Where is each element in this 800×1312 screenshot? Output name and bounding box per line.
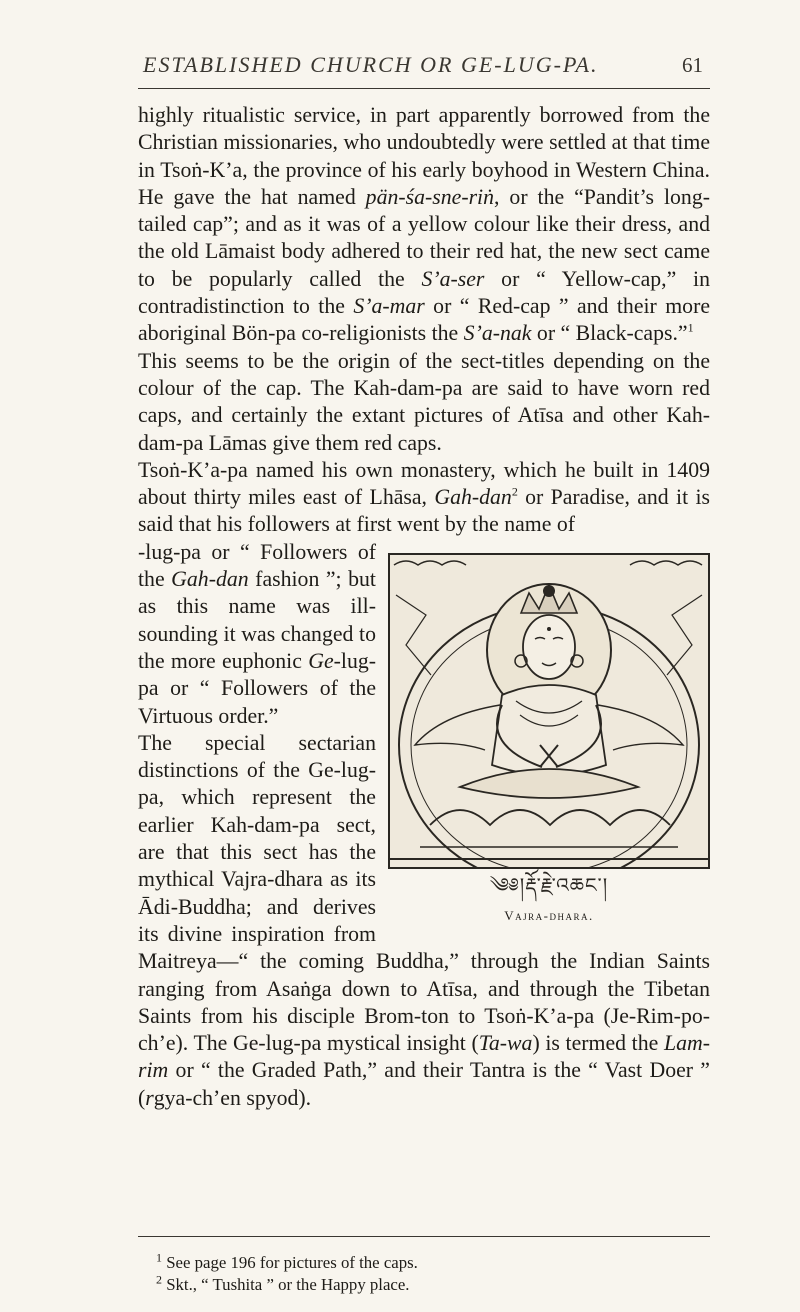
figure-caption: Vajra-dhara. [504, 908, 594, 924]
paragraph-2: This seems to be the origin of the sect-titles depending on the colour of the cap. The Kah-dam-pa are said to have worn red caps, and certainly the extant pictures of Atīsa and other Kah-dam-pa Lāmas give them red caps. [138, 348, 710, 455]
running-header [143, 52, 703, 78]
footnotes [156, 1252, 706, 1296]
main-text: highly ritualistic service, in part apparently borrowed from the Christian missionaries, who undoubtedly were settled at that time in Tsoṅ-K’a, the province of his early boyhood in Western China. He gave the hat named pän-śa-sne-riṅ, or the “Pandit’s long-tailed cap”; and as it was of a yellow colour like their dress, and the old Lāmaist body adhered to their red hat, the new sect came to be popularly called the S’a-ser or “ Yellow-cap,” in contradistinction to the S’a-mar or “ Red-cap ” and their more aboriginal Bön-pa co-religionists the S’a-nak or “ Black-caps.”$^1$ This seems to be the origin of the sect-titles depending on the colour of the cap. The Kah-dam-pa are said to have worn red caps, and certainly the extant pictures of Atīsa and other Kah-dam-pa Lāmas give them red caps. Tsoṅ-K’a-pa named his own monastery, which he built in 1409 about thirty miles east of Lhāsa, Gah-dan$^2$ or Paradise, and it is said that his followers at first went by the name of ༄༅།རྡོ་རྗེ་འཆང་། Vajra-dhara. -lug-pa or “ Followers of the Gah-dan fashion ”; but as this name was ill-sounding it was changed to the more euphonic Ge-lug-pa or “ Followers of the Virtuous order.” The special sectarian distinctions of the Ge-lug-pa, which represent the earlier Kah-dam-pa sect, are that this sect has the mythical Vajra-dhara as its Ādi-Buddha; and derives its divine inspiration from Maitreya—“ the coming Buddha,” through the Indian Saints ranging from Asaṅga down to Atīsa, and through the Tibetan Saints from his disciple Brom-ton to Tsoṅ-K’a-pa (Je-Rim-po-ch’e). The Ge-lug-pa mystical insight (Ta-wa) is termed the Lam-rim or “ the Graded Path,” and their Tantra is the “ Vast Doer ” (rgya-ch’en spyod). [138, 102, 710, 1112]
tibetan-label: ༄༅།རྡོ་རྗེ་འཆང་། [489, 874, 609, 897]
deity-drawing [390, 555, 708, 867]
footnote-1: $^1$ See page 196 for pictures of the caps. [156, 1250, 418, 1272]
vajradhara-figure [388, 553, 710, 930]
header-rule [138, 88, 710, 89]
footnote-rule [138, 1236, 710, 1237]
vajradhara-illustration [388, 553, 710, 869]
paragraph-3: Tsoṅ-K’a-pa named his own monastery, which he built in 1409 about thirty miles east of Lhāsa, Gah-dan$^2$ or Paradise, and it is said that his followers at first went by the name of [138, 457, 710, 537]
page-number: 61 [682, 53, 703, 77]
footnote-2: $^2$ Skt., “ Tushita ” or the Happy place. [156, 1272, 410, 1294]
footnote-ref-1: 1 [687, 321, 694, 336]
paragraph-4: The special sectarian distinctions of the Ge-lug-pa, which represent the earlier Kah-dam-pa sect, are that this sect has the mythical Vajra-dhara as its Ādi-Buddha; and derives its divine inspiration from Maitreya—“ the coming Buddha,” through the Indian Saints ranging from Asaṅga down to Atīsa, and through the Tibetan Saints from his disciple Brom-ton to Tsoṅ-K’a-pa (Je-Rim-po-ch’e). The Ge-lug-pa mystical insight (Ta-wa) is termed the Lam-rim or “ the Graded Path,” and their Tantra is the “ Vast Doer ” (rgya-ch’en spyod). [138, 730, 710, 1110]
paragraph-1: highly ritualistic service, in part apparently borrowed from the Christian missionaries, who undoubtedly were settled at that time in Tsoṅ-K’a, the province of his early boyhood in Western China. He gave the hat named pän-śa-sne-riṅ, or the “Pandit’s long-tailed cap”; and as it was of a yellow colour like their dress, and the old Lāmaist body adhered to their red hat, the new sect came to be popularly called the S’a-ser or “ Yellow-cap,” in contradistinction to the S’a-mar or “ Red-cap ” and their more aboriginal Bön-pa co-religionists the S’a-nak or “ Black-caps.”$^1$ [138, 103, 711, 346]
footnote-ref-2: 2 [511, 484, 518, 499]
running-title: ESTABLISHED CHURCH OR GE-LUG-PA. [143, 52, 599, 77]
